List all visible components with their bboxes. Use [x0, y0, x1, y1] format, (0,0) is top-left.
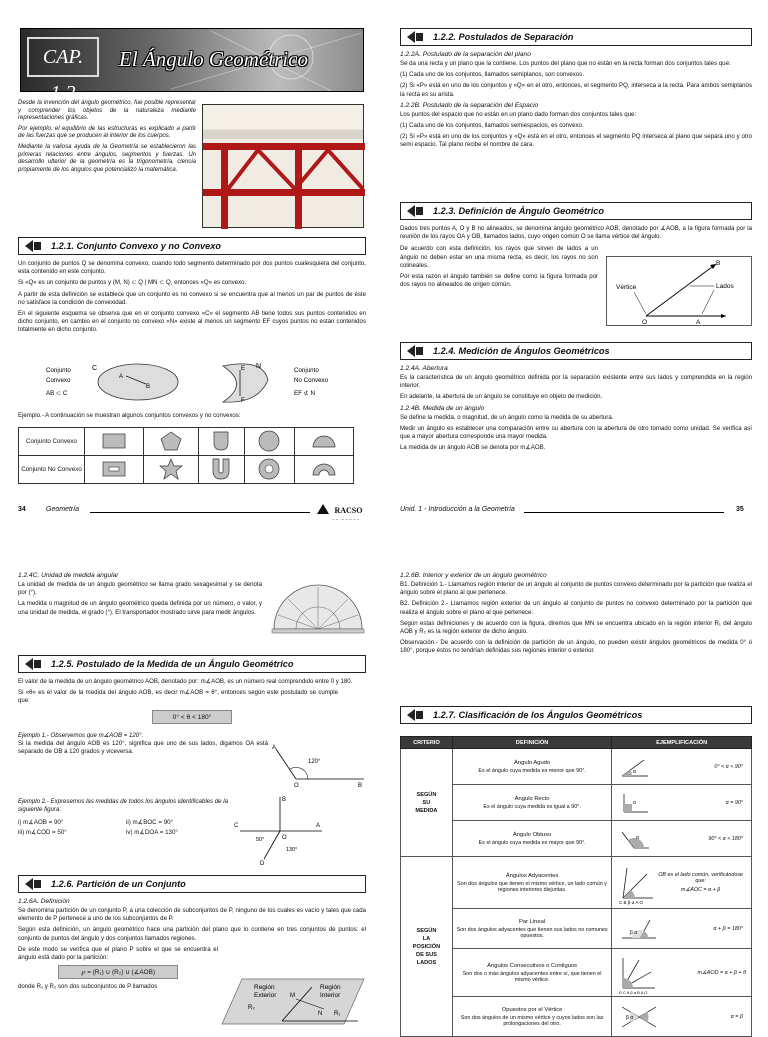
paragraph: Se define la medida, o magnitud, de un ángulo como la medida de su abertura.	[400, 413, 614, 421]
fig-letter: α	[636, 834, 640, 841]
structure-photo	[202, 104, 364, 228]
page-34	[0, 0, 384, 520]
fig-letter: B	[358, 783, 363, 789]
section-header	[400, 28, 752, 46]
subsection-title: 1.2.6B. Interior y exterior de un ángulo geométrico	[400, 572, 547, 579]
section-icon	[23, 877, 43, 891]
paragraph: Según estas definiciones y de acuerdo con la figura, diremos que MN se encuentra ubicado en la región interior R₁ del ángulo AOB y R₂ es la región exterior de dicho ángulo.	[400, 619, 752, 636]
example-formula: α + β = 180°	[713, 925, 743, 932]
fig-letter: D C θ β α B A O	[619, 989, 648, 995]
section-icon	[23, 657, 43, 671]
paragraph: Los puntos del espacio que no están en un plano dado forman dos conjuntos tales que:	[400, 110, 637, 118]
column-header: CRITERIO	[401, 737, 453, 749]
fig-letter: A	[696, 319, 701, 326]
paragraph: La unidad de medida de un ángulo geométrico se llama grado sexagesimal y se denota por (°).	[18, 581, 262, 597]
subsection-title: 1.2.2B. Postulado de la separación del Espacio	[400, 101, 539, 109]
definition-cell	[452, 821, 611, 857]
measure-item: iv) m∡DOA = 130°	[126, 829, 178, 837]
example-formula: α = β	[730, 1013, 743, 1020]
measure-item: i) m∡AOB = 90°	[18, 819, 64, 827]
brand-name: RACSO	[334, 506, 363, 515]
section-convexo	[18, 233, 366, 338]
section-title: 1.2.1. Conjunto Convexo y no Convexo	[51, 241, 221, 251]
row-label: Conjunto No Convexo	[19, 456, 85, 484]
section-header	[400, 342, 752, 360]
page-spread-gap	[0, 520, 768, 555]
angle-type-def: Son dos ángulos adyacentes que tienen sus lados no comunes opuestos.	[456, 926, 608, 939]
postulate-formula: 0° < θ < 180°	[152, 710, 232, 724]
shape-cell	[294, 456, 353, 484]
paragraph: Un conjunto de puntos Q se denomina convexo, cuando todo segmento determinado por dos puntos cualesquiera del conjunto, esta contenido en este conjunto.	[18, 260, 366, 276]
intro-para: Mediante la valiosa ayuda de la Geometría se establecieron las primeras relaciones entre ángulos, segmentos y fuerzas. Un desarrollo ulterior de la geometría es la trigonometría, ciencia propiamente de los ángulos que potencializó la matemática.	[18, 143, 196, 173]
example-cell	[612, 749, 752, 785]
subsection-title: 1.2.4C. Unidad de medida angular	[18, 572, 119, 579]
right-angle-icon	[620, 792, 650, 814]
fig-label: No Convexo	[294, 377, 329, 384]
example-title: Ejemplo 1.- Observemos que m∡AOB = 120°.	[18, 731, 144, 739]
paragraph: Observación.- De acuerdo con la definición de partición de un ángulo, no pueden existir ángulos geométricos de medida 0° ó 180°, porque éstos no tendrían definidas sus regiones interior o exterior.	[400, 639, 752, 655]
example-formula: 0° < α < 90°	[714, 763, 743, 770]
intro-para: Por ejemplo, el equilibrio de las estructuras es explicado a partir de las fuerzas que se producen al interior de los cuerpos.	[18, 125, 196, 140]
chapter-title: El Ángulo Geométrico	[119, 47, 308, 71]
section-header	[400, 202, 752, 220]
page-36	[0, 555, 384, 1024]
fig-letter: B	[282, 797, 287, 803]
fig-letter: D	[260, 861, 265, 867]
table-header-row	[401, 737, 752, 749]
definition-cell	[452, 997, 611, 1037]
criterion-line: LA	[422, 935, 431, 942]
section-header	[18, 237, 366, 255]
paragraph: La medida de un ángulo AOB se denota por m∡AOB.	[400, 444, 546, 452]
paragraph: Si la medida del ángulo AOB es 120°, significa que uno de sus lados, digamos OA está separado de OB a 120 grados y viceversa.	[18, 739, 268, 756]
section-particion	[18, 871, 366, 991]
angle-type-def: Son dos ángulos que tienen el mismo vértice, un lado común y regiones interiores disjuntas.	[457, 880, 607, 893]
fig-label: AB ⊂ C	[46, 390, 68, 397]
fig-label: Convexo	[46, 377, 71, 384]
fig-letter: A	[119, 374, 124, 380]
subsection-title: 1.2.2A. Postulado de la separación del plano	[400, 51, 531, 58]
fig-letter: C	[92, 365, 98, 372]
subsection-title: 1.2.4A. Abertura	[400, 365, 448, 372]
regions-figure	[222, 975, 368, 1024]
paragraph: Se da una recta y un plano que la contiene. Los puntos del plano que no están en la recta forman dos conjuntos tales que:	[400, 60, 731, 67]
definition-cell	[452, 909, 611, 949]
shape-cell	[144, 456, 199, 484]
paragraph: Si «Q» es un conjunto de puntos y (M, N) ⊂ Q | MN ⊂ Q, entonces «Q» es convexo.	[18, 279, 247, 287]
section-unidad	[18, 569, 262, 620]
section-body	[400, 414, 752, 453]
angle-type-def: Es el ángulo cuya medida es menor que 90°.	[478, 767, 586, 774]
nonconvex-set-shape	[223, 364, 268, 402]
fig-letter: R₁	[334, 1011, 341, 1017]
criterion-cell	[401, 749, 453, 857]
paragraph: (2) Si «P» está en uno de los conjuntos y «Q» en el otro, entonces, el segmento PQ, interseca a la recta. Para ambos semiplanos la recta es su arista.	[400, 82, 752, 98]
paragraph: (1) Cada uno de los conjuntos, llamados semiplanos, son convexos.	[400, 71, 584, 79]
section-body	[400, 374, 752, 402]
table-row	[401, 785, 752, 821]
fig-letter: α	[633, 768, 637, 775]
criterion-line: POSICIÓN	[412, 943, 441, 950]
paragraph: De acuerdo con esta definición, los rayos que sirven de lados a un ángulo no deben estar en una misma recta, es decir, los rayos no son colineales.	[400, 245, 598, 269]
convex-figure	[18, 360, 366, 406]
section-icon	[405, 30, 425, 44]
page-number: 34	[18, 506, 26, 513]
section-title: 1.2.4. Medición de Ángulos Geométricos	[433, 346, 610, 356]
paragraph: Dados tres puntos A, O y B no alineados, se denomina ángulo geométrico AOB, denotado por ∡AOB, a la figura formada por la reunión de los rayos OA y OB, llamados lados, cuyo origen común O se llama vértice del ángulo.	[400, 225, 752, 241]
angle-type-name: Ángulo Recto	[514, 795, 550, 802]
fig-letter: β α	[630, 929, 638, 936]
definition-cell	[452, 749, 611, 785]
fig-letter: M	[290, 993, 295, 999]
example-title: Ejemplo 2.- Expresemos las medidas de todos los ángulos identificables de la siguiente figura:	[18, 798, 229, 814]
example-formula: 90° < α < 180°	[708, 835, 743, 842]
unit-title: Unid. 1 - Introducción a la Geometría	[400, 506, 515, 513]
criterion-line: MEDIDA	[415, 807, 438, 814]
fig-label: Interior	[320, 992, 341, 999]
angle-type-name: Ángulo Obtuso	[512, 831, 552, 838]
angle-definition-figure	[606, 256, 752, 326]
shape-cell	[144, 428, 199, 456]
fig-angle: 120°	[308, 759, 321, 765]
shape-cell	[244, 456, 294, 484]
fig-label: Vértice	[616, 284, 637, 291]
column-header: DEFINICIÓN	[452, 737, 611, 749]
table-row	[401, 821, 752, 857]
fig-angle: 50°	[256, 837, 265, 843]
measure-item: ii) m∡BOC = 90°	[126, 819, 174, 827]
section-title: 1.2.7. Clasificación de los Ángulos Geométricos	[433, 710, 643, 720]
section-clasificacion	[400, 702, 752, 729]
fig-letter: F	[241, 398, 245, 404]
angle-type-def: Son dos o más ángulos adyacentes entre sí, que tienen el mismo vértice.	[462, 970, 602, 983]
fig-label: Región	[320, 984, 341, 991]
section-body	[18, 260, 366, 335]
convex-set-shape	[98, 364, 178, 400]
fig-letter: α	[633, 799, 637, 806]
row-label: Conjunto Convexo	[19, 428, 85, 456]
paragraph: B2. Definición 2.- Llamamos región exterior de un ángulo al conjunto de puntos no convexo determinado por la partición que realiza el ángulo sobre el plano al que pertenece.	[400, 600, 752, 616]
page-number: 35	[736, 506, 744, 513]
linear-pair-icon	[620, 916, 658, 942]
fig-angle: 130°	[286, 847, 298, 853]
table-row	[401, 949, 752, 997]
fig-letter: A	[272, 745, 277, 751]
angle-type-def: Es el ángulo cuya medida es mayor que 90°.	[478, 839, 586, 846]
column-header: EJEMPLIFICACIÓN	[612, 737, 752, 749]
paragraph: Medir un ángulo es establecer una comparación entre su abertura con la abertura de otro tomado como unidad. Se verifica así que a mayor abertura corresponde una mayor medida.	[400, 424, 752, 441]
angle-type-name: Ángulos Adyacentes	[505, 872, 559, 879]
section-separacion	[400, 24, 752, 153]
fig-letter: A	[316, 823, 321, 829]
shape-cell	[198, 456, 244, 484]
fig-letter: β α	[626, 1014, 634, 1021]
fig-letter: O	[642, 319, 648, 326]
fig-letter: O	[282, 835, 287, 841]
section-header	[18, 655, 366, 673]
classification-table	[400, 736, 752, 1037]
shape-cell	[85, 428, 144, 456]
paragraph: En el siguiente esquema se observa que en el conjunto convexo «C» el segmento AB tiene todos sus puntos contenidos en dicho conjunto, en cambio en el conjunto no convexo «N» existe al menos un segmento EF cuyos puntos no están contenidos totalmente en dicho conjunto.	[18, 310, 366, 334]
section-title: 1.2.2. Postulados de Separación	[433, 32, 574, 42]
fig-letter: C	[234, 823, 239, 829]
table-row	[401, 997, 752, 1037]
adjacent-angles-icon	[617, 864, 655, 905]
example-formula: m∡AOD = α + β + θ	[697, 969, 746, 976]
protractor-image	[270, 569, 366, 635]
section-interior-exterior	[400, 569, 752, 659]
table-row	[401, 749, 752, 785]
paragraph: donde R₁ y R₂ son dos subconjuntos de P llamados	[18, 983, 158, 991]
angle-type-def: Es el ángulo cuya medida es igual a 90°.	[483, 803, 581, 810]
section-title: 1.2.5. Postulado de la Medida de un Ángulo Geométrico	[51, 659, 294, 669]
section-body	[400, 60, 752, 99]
fig-letter: N	[256, 363, 262, 370]
example-cell	[612, 909, 752, 949]
paragraph: Según esta definición, un ángulo geométrico hace una partición del plano que lo contiene en tres conjuntos de puntos: el conjunto de puntos del ángulo y dos conjuntos llamados regiones.	[18, 926, 366, 942]
paragraph: A partir de esta definición se establece que un conjunto es no convexo si se encuentra que al menos un par de puntos de éste no satisface la condición de convexidad.	[18, 290, 366, 306]
acute-angle-icon	[620, 756, 650, 778]
page-35	[384, 0, 768, 520]
section-title: 1.2.3. Definición de Ángulo Geométrico	[433, 206, 605, 216]
paragraph: Si «θ» es el valor de la medida del ángulo AOB, es decir m∡AOB = θ°, entonces según este postulado se cumple que:	[18, 689, 338, 705]
intro-text	[18, 100, 196, 177]
criterion-line: LADOS	[416, 959, 437, 966]
table-row	[19, 456, 354, 484]
measures-list	[18, 818, 228, 838]
vertical-angles-icon	[620, 1003, 658, 1031]
fig-letter: E	[241, 366, 246, 372]
paragraph: (2) Si «P» está en uno de los conjuntos y «Q» está en el otro, entonces el segmento PQ interseca al plano que separa uno y otro semi espacio. Tal plano recibe el nombre de cara.	[400, 133, 752, 149]
subsection-title: 1.2.6A. Definición	[18, 898, 70, 905]
fig-letter: B	[146, 384, 151, 390]
example-2	[18, 798, 228, 838]
paragraph: La medida o magnitud de un ángulo geométrico queda definida por un número, o valor, y una unidad de medida, el grado (°). El transportador mostrado sirve para medir ángulos.	[18, 600, 262, 616]
footer-rule	[524, 512, 724, 513]
section-title: 1.2.6. Partición de un Conjunto	[51, 879, 186, 889]
paragraph: Por esta razón el ángulo también se define como la figura formada por dos rayos no alineados de origen común.	[400, 273, 598, 289]
criterion-line: SEGÚN	[416, 791, 437, 798]
fig-letter: N	[318, 1011, 323, 1017]
criterion-line: SEGÚN	[416, 927, 437, 934]
section-body	[400, 111, 752, 150]
fig-label: Conjunto	[46, 367, 71, 374]
shape-cell	[294, 428, 353, 456]
section-icon	[405, 708, 425, 722]
section-medicion	[400, 338, 752, 455]
shape-cell	[244, 428, 294, 456]
angle-type-name: Opuestos por el Vértice	[501, 1006, 563, 1013]
angle-type-name: Ángulo Agudo	[514, 759, 551, 766]
fig-letter: R₂	[248, 1005, 255, 1011]
example-text: Ejemplo.- A continuación se muestran algunos conjuntos convexos y no convexos:	[18, 412, 241, 419]
example-cell	[612, 821, 752, 857]
definition-cell	[452, 949, 611, 997]
photo-truss	[203, 105, 365, 229]
shapes-table	[18, 427, 354, 484]
fig-label: Región	[254, 984, 275, 991]
table-row	[401, 857, 752, 909]
fig-letter: C B β α A O	[619, 899, 644, 905]
section-icon	[405, 344, 425, 358]
example-formula: m∡AOC = α + β	[680, 887, 721, 893]
footer-rule	[90, 512, 310, 513]
section-header	[400, 706, 752, 724]
criterion-cell	[401, 857, 453, 1037]
example-cell	[612, 857, 752, 909]
section-body	[18, 581, 262, 617]
book-title: Geometría	[46, 506, 80, 513]
paragraph: B1. Definición 1.- Llamamos región interior de un ángulo al conjunto de puntos convexo determinado por la partición que realiza el ángulo sobre el plano al que pertenece.	[400, 581, 752, 597]
angle-120-figure	[268, 741, 368, 787]
angle-type-name: Ángulos Consecutivos o Contiguos	[487, 962, 578, 969]
definition-cell	[452, 857, 611, 909]
fig-letter: O	[294, 783, 299, 789]
paragraph: El valor de la medida de un ángulo geométrico AOB, denotado por: m∡AOB, es un número real comprendido entre 0 y 180.	[18, 678, 353, 685]
example-cell	[612, 997, 752, 1037]
subsection-title: 1.2.4B. Medida de un ángulo	[400, 404, 485, 412]
partition-formula: ℘ = (R₁) ∪ (R₂) ∪ (∡AOB)	[58, 965, 178, 979]
section-icon	[405, 204, 425, 218]
example-formula: α = 90°	[725, 799, 743, 806]
fig-label: Lados	[716, 283, 734, 290]
section-body	[18, 907, 366, 962]
fig-letter: B	[716, 260, 721, 267]
shape-cell	[198, 428, 244, 456]
definition-cell	[452, 785, 611, 821]
paragraph: De este modo se verifica que el plano P sobre el que se encuentra el ángulo está dado por la partición:	[18, 945, 218, 962]
fig-label: Conjunto	[294, 367, 319, 374]
shape-cell	[85, 456, 144, 484]
section-icon	[23, 239, 43, 253]
chapter-banner	[20, 28, 364, 104]
table-row	[401, 909, 752, 949]
chapter-number: CAP. 1.2	[27, 37, 99, 77]
angle-type-name: Par Lineal	[519, 918, 546, 925]
paragraph: (1) Cada uno de los conjuntos, llamados semiespacios, es convexo.	[400, 122, 584, 130]
example-note: OB es el lado común, verificándose que:	[658, 872, 744, 884]
paragraph: Es la característica de un ángulo geométrico definida por la separación existente entre sus lados y comprendida en la región interior.	[400, 374, 752, 390]
paragraph: Se denomina partición de un conjunto P, a una colección de subconjuntos de P, ninguno de los cuales es vacío y tales que cada elemento de P pertenece a uno de los subconjuntos de P.	[18, 907, 366, 923]
paragraph: En adelante, la abertura de un ángulo se constituye en objeto de medición.	[400, 393, 603, 401]
page-37	[384, 555, 768, 1027]
criterion-line: DE SUS	[416, 951, 437, 958]
measure-item: iii) m∡COD = 50°	[18, 829, 67, 837]
consecutive-angles-icon	[617, 954, 657, 995]
example-cell	[612, 785, 752, 821]
intro-para: Desde la invención del ángulo geométrico, fue posible representar y comprender los objetos de la naturaleza mediante representaciones gráficas.	[18, 100, 196, 122]
table-row	[19, 428, 354, 456]
angles-cross-figure	[230, 793, 330, 865]
fig-label: Exterior	[254, 992, 277, 999]
section-body	[400, 581, 752, 656]
section-header	[18, 875, 366, 893]
angle-type-def: Son dos ángulos de un mismo vértice y cuyos lados son las prolongaciones del otro.	[460, 1014, 604, 1027]
fig-label: EF ⊄ N	[294, 390, 315, 397]
obtuse-angle-icon	[620, 828, 650, 850]
example-cell	[612, 949, 752, 997]
criterion-line: SU	[422, 799, 431, 806]
